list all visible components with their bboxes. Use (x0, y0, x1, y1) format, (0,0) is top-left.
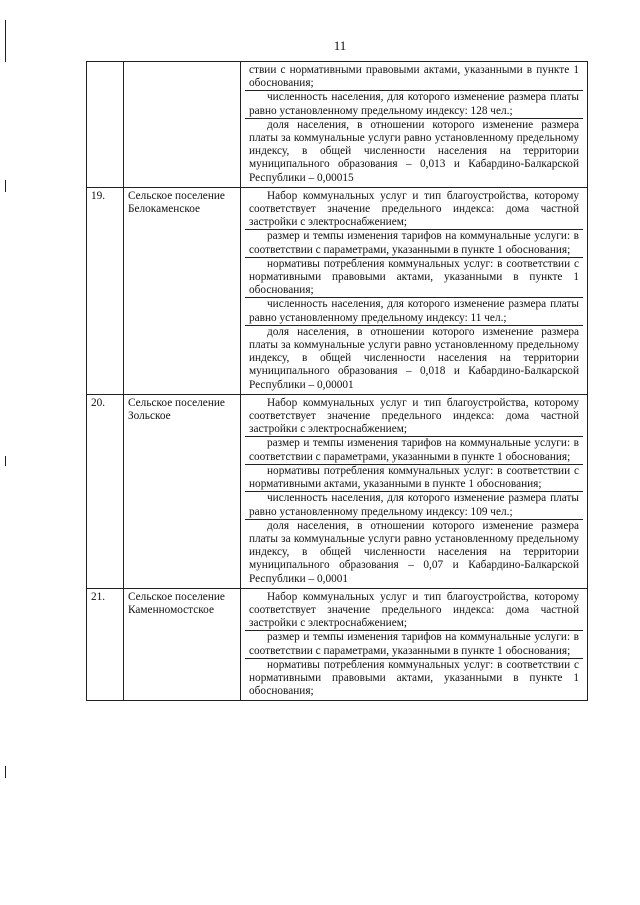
paragraph: нормативы потребления коммунальных услуг: в соответствии с нормативными правовыми актами, указанными в пункте 1 обоснования; (245, 258, 583, 299)
row-number-cell (87, 62, 124, 188)
paragraph: размер и темпы изменения тарифов на коммунальные услуги: в соответствии с параметрами, указанными в пункте 1 обоснования; (245, 437, 583, 464)
table-row (87, 187, 588, 394)
table-row (87, 588, 588, 701)
content-cell (241, 187, 588, 394)
scan-mark (5, 456, 6, 466)
paragraph: Набор коммунальных услуг и тип благоустройства, которому соответствует значение предельного индекса: дома частной застройки с электроснабжением; (245, 190, 583, 231)
row-number: 20. (87, 394, 124, 588)
settlement-name: Сельское поселение Зольское (124, 394, 241, 588)
paragraph: Набор коммунальных услуг и тип благоустройства, которому соответствует значение предельного индекса: дома частной застройки с электроснабжением; (245, 591, 583, 632)
paragraph: Набор коммунальных услуг и тип благоустройства, которому соответствует значение предельного индекса: дома частной застройки с электроснабжением; (245, 397, 583, 438)
paragraph: нормативы потребления коммунальных услуг: в соответствии с нормативными правовыми актами, указанными в пункте 1 обоснования; (249, 658, 579, 698)
paragraph: нормативы потребления коммунальных услуг: в соответствии с нормативными актами, указанными в пункте 1 обоснования; (245, 465, 583, 492)
scan-mark (5, 766, 6, 778)
paragraph: доля населения, в отношении которого изменение размера платы за коммунальные услуги равно установленному предельному индексу, в общей численности населения на территории муниципального образования – 0,018 и Кабардино-Балкарской Республики – 0,00001 (249, 325, 579, 391)
paragraph: численность населения, для которого изменение размера платы равно установленному предельному индексу: 109 чел.; (245, 492, 583, 519)
paragraph: численность населения, для которого изменение размера платы равно установленному предельному индексу: 11 чел.; (245, 298, 583, 325)
table-row (87, 394, 588, 588)
paragraph: ствии с нормативными правовыми актами, указанными в пункте 1 обоснования; (245, 64, 583, 91)
settlement-name: Сельское поселение Каменномостское (124, 588, 241, 701)
content-cell (241, 394, 588, 588)
settlement-name-cell (124, 62, 241, 188)
content-cell (241, 588, 588, 701)
document-table (86, 61, 588, 701)
settlement-name: Сельское поселение Белокаменское (124, 187, 241, 394)
table-row (87, 62, 588, 188)
paragraph: доля населения, в отношении которого изменение размера платы за коммунальные услуги равно установленному предельному индексу, в общей численности населения на территории муниципального образования – 0,013 и Кабардино-Балкарской Республики – 0,00015 (249, 118, 579, 184)
paragraph: численность населения, для которого изменение размера платы равно установленному предельному индексу: 128 чел.; (245, 91, 583, 118)
paragraph: размер и темпы изменения тарифов на коммунальные услуги: в соответствии с параметрами, указанными в пункте 1 обоснования; (245, 631, 583, 658)
paragraph: размер и темпы изменения тарифов на коммунальные услуги: в соответствии с параметрами, указанными в пункте 1 обоснования; (245, 230, 583, 257)
paragraph: доля населения, в отношении которого изменение размера платы за коммунальные услуги равно установленному предельному индексу, в общей численности населения на территории муниципального образования – 0,07 и Кабардино-Балкарской Республики – 0,0001 (249, 519, 579, 585)
row-number: 21. (87, 588, 124, 701)
content-cell (241, 62, 588, 188)
row-number: 19. (87, 187, 124, 394)
page-number: 11 (333, 38, 347, 53)
scan-mark (5, 180, 6, 192)
